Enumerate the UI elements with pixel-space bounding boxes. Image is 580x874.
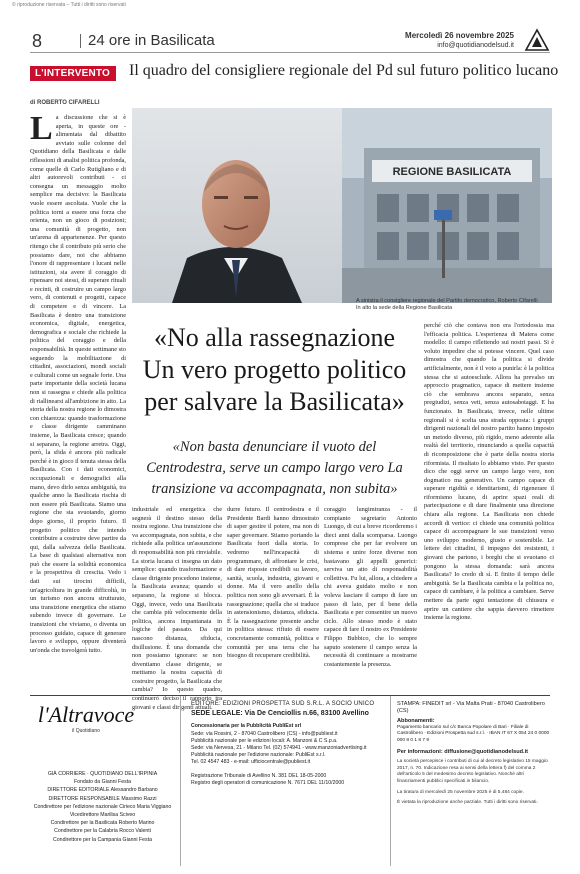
print-info — [390, 696, 550, 866]
article-subtitle: Il quadro del consigliere regionale del Pd sul futuro politico lucano — [129, 62, 559, 79]
staff-line: DIRETTORE RESPONSABILE Massimo Razzi — [48, 795, 157, 802]
kicker-label: L'INTERVENTO — [30, 66, 116, 81]
altravoce-name: l'Altravoce — [37, 702, 135, 727]
article-photo — [132, 108, 552, 303]
body-column-1 — [30, 110, 127, 689]
copyright-note: © riproduzione riservata – Tutti i diritti sono riservati — [12, 2, 126, 8]
byline: di ROBERTO CIFARELLI — [30, 100, 100, 106]
legal-note: La società percepisce i contributi di cui al decreto legislativo 15 maggio 2017, n. 70. Indicazione resa ai sensi della lettera f) del comma 2 dell'articolo 5 del medesimo decreto legislativo. Nonché altri finanziamenti pubblici specificati in bilancio. — [397, 759, 548, 784]
altravoce-logo — [30, 702, 142, 734]
body-column-3: durre futuro. Il centrodestra e il Presidente Bardi hanno dimostrato di saper gestire il potere, ma non di saper governare. Stiamo portando la Basilicata fuori dalla storia. Io vedremo nell'incapacità di programmare, di affrontare le crisi, di dare risposte credibili su lavoro, sanità, scuola, industria, giovani e donne. Ma il vero anello della politica non sono gli avversari. È la rassegnazione; quella che si traduce in astensionismo, distanza, sfiducia. È la rassegnazione presente anche in politica stessa: rifiuto di essere concretamente comunità, politica e comunità per una terra che ha bisogno di recuperare credibilità. — [227, 506, 319, 660]
advertising-title: Concessionaria per la Pubblicità PubliEst srl — [191, 723, 302, 730]
body-text-1: a discussione che si è aperta, in queste ore - alimentata dal dibattito avviato sulle colonne del Quotidiano della Basilicata e dalle riflessioni di analisi politica profonda, come quelle di Carlo Rutigliano e di altri autorevoli contributi - ci consegna un messaggio molto semplice ma decisivo: la Basilicata vuole essere ascoltata. Vuole che la politica torni a essere una forza che orienta, non un gioco di posizioni; una comunità di progetto, non un'arena di appartenenze. Per questo ritengo che il contributo più serio che possiamo dare, noi che abbiamo l'onore di rappresentare i lucani nelle istituzioni, sia avere il coraggio di ripensare noi stessi, di superare rituali e recinti, di costruire un campo largo vero, di contenuti e progetti, capace di competere e di vincere. La Basilicata è dentro una transizione economica, digitale, energetica, demografica e sociale che richiede la politica del coraggio e della responsabilità. In queste settimane sto seguendo la mobilitazione di cittadini, associazioni, mondi sociali e culturali come un segnale forte. Una parte importante della società lucana non si rassegna e chiede alla politica di riallinearsi all'ambizione in atto. La storia della nostra regione lo dimostra con chiarezza: quando trasformazione e classe dirigente camminano insieme, la Basilicata cresce; quando si separano, la regione arretra. Oggi, però, la sfida è ancora più radicale perché è in gioco il tenuta stessa della Basilicata. Con i dati economici, occupazionali e demografici alla mano, devo dirlo senza ambiguità, tra qualche anno la Basilicata rischia di non essere più Basilicata. Siamo una regione che sta svuotando, giorno dopo giorno, il proprio futuro. Il progetto politico che intendo contribuire a costruire deve partire da qui, dalla salvezza della Basilicata. La base di qualsiasi alternativa non può che essere la solidità economica e la prospettiva di crescita. Vedo i dati sui tirocini difficili, un'agricoltura in grande difficoltà, in un turismo non ancora strutturato, una transizione energetica che stiamo subendo invece di governare. Le transizioni che viviamo, o diventa un processo guidato, capace di generare lavoro e sviluppo, oppure diventerà un'onda che travolgerà tutto. — [30, 114, 127, 654]
photo-illustration — [132, 108, 552, 303]
staff-list — [30, 770, 175, 844]
staff-line: Condirettore per la Basilicata Roberto Marino — [50, 820, 155, 827]
registration-line: Registrazione Tribunale di Avellino N. 381 DEL 18-05-2000 — [191, 772, 327, 779]
registration-info — [191, 773, 385, 787]
advertising-line: Sede: via Nervesa, 21 - Milano Tel. (02) 574941 - www.manzoniadvertising.it — [191, 745, 367, 752]
advertising-line: Pubblicità nazionale per l'edizione nazionale: PubliEst s.r.l. — [191, 752, 326, 759]
advertising-line: Pubblicità nazionale per le edizioni locali: A. Manzoni & C S.p.a. — [191, 737, 338, 744]
section-title: 24 ore in Basilicata — [88, 32, 215, 49]
staff-line: Vicedirettore Marilisa Sciveo — [69, 812, 136, 819]
staff-line: Condirettore per l'edizione nazionale Cirieco Maria Viggiano — [33, 803, 172, 810]
printer: STAMPA: FINEDIT srl - Via Malta Prati - 87040 Castrolibero (CS) — [397, 701, 545, 714]
headline-line-2: Un vero progetto politico — [142, 355, 407, 384]
publisher: EDITORE: EDIZIONI PROSPETTA SUD S.R.L. A SOCIO UNICO — [191, 701, 375, 707]
rights-note: È vietata la riproduzione anche parziale. Tutti i diritti sono riservati. — [397, 800, 538, 806]
newspaper-logo-icon — [524, 28, 550, 52]
header-date-block — [405, 31, 514, 50]
header-email: info@quotidianodelsud.it — [437, 42, 514, 49]
advertising-line: Sede: via Rossini, 2 - 87040 Castrolibero (CS) - info@publiest.it — [191, 730, 338, 737]
altravoce-founder: Fondato da Gianni Festa — [73, 779, 132, 786]
altravoce-tagline: GIÀ CORRIERE · QUOTIDIANO DELL'IRPINIA — [47, 771, 158, 777]
drop-cap: L — [30, 110, 53, 147]
staff-line: Condirettore per la Calabria Rocco Valenti — [54, 828, 151, 835]
page-header — [30, 30, 550, 53]
advertising-line: Tel. 02 4547 483 - e-mail: ufficiocentrale@publiest.it — [191, 759, 311, 766]
headline-line-3: per salvare la Basilicata» — [144, 387, 405, 416]
issue-date: Mercoledì 26 novembre 2025 — [405, 31, 514, 40]
staff-line: DIRETTORE EDITORIALE Alessandro Barbano — [47, 787, 158, 794]
subscriptions-details: Pagamento bancario sul c/c Banca Popolare di Bari · Filiale di Castrolibero · Edizioni Prospetta sud s.r.l. · IBAN IT 67 X 054 24 0 0000 000 8 0 1 8 7 9 — [397, 724, 550, 743]
headline — [132, 322, 417, 418]
pull-quote: «Non basta denunciare il vuoto del Centrodestra, serve un campo largo vero La transizione va accompagnata, non subita» — [146, 439, 403, 497]
registration-line: Registro degli operatori di comunicazione N. 7671 DEL 11/10/2000 — [191, 779, 345, 786]
page-number: 8 — [32, 31, 43, 51]
advertising-info — [191, 723, 385, 766]
legal-seat: SEDE LEGALE: Via De Cenciollis n.66, 83100 Avellino — [191, 710, 369, 718]
headline-line-1: «No alla rassegnazione — [153, 323, 396, 352]
print-run: La tiratura di mercoledì 25 novembre 2025 è di 5.484 copie. — [397, 789, 524, 795]
building-sign: REGIONE BASILICATA — [392, 166, 512, 178]
publisher-info — [180, 696, 385, 866]
masthead-footer — [30, 695, 550, 866]
body-column-4: coraggio lungimiranza - il compianto segretario Antonio Luongo, di cui a breve ricorderemo i dieci anni dalla scomparsa. Luongo comprese che per far evolvere un sistema e unire forze diverse non bastavano gli appelli generici: serviva un atto di responsabilità collettiva. Fu lui, allora, a chiedere a chi aveva guidato molto e non voleva lasciare il campo di fare un passo di lato, per il bene della Basilicata e per consentire un nuovo ciclo. Allo stesso modo è stato capace di fare il nostro ex Presidente Filippo Bubbico, che lo sempre saputo sostenere il campo senza la necessità di continuare a mostrarne costantemente la presenza. — [324, 506, 417, 668]
info-email: Per informazioni: diffusione@quotidianodelsud.it — [397, 748, 528, 755]
altravoce-subtitle: il Quotidiano — [72, 728, 100, 734]
staff-line: Condirettore per la Campania Gianni Festa — [53, 836, 152, 843]
subscriptions-title: Abbonamenti: — [397, 718, 435, 725]
header-divider — [80, 34, 81, 48]
body-column-5: perché ciò che contava non era l'ortodossia ma l'efficacia politica. L'esperienza di Matera come modello: il campo riflettendo sui nostri passi. Si è voluto impedire che si potesse vincere. Quel caso dimostra che quando la politica si divide artificialmente, non è il voto a punirla: è la politica stessa che si autoesclude. Allora ha prevalso un approccio pragmatico, capace di mettere insieme ciò che sembrava ancora separato, senza pregiudizi, senza veti, senza autosabotaggi. E ha funzionato. In Basilicata, invece, nelle ultime regionali si è scelta una strada opposta: i gruppi dirigenti nazionali del nostro partito hanno imposto un metodo diverso, più rigido, meno aderente alla realtà del territorio, rinunciando a quella capacità di ricomposizione che è parte della nostra storia riformista. Il risultato lo abbiamo visto. Per questo dico che oggi serve un campo largo vero, non dogmatico ma generativo. Un campo capace di superare rigidità e identitarismi, di rigenerare il riformismo lucano, di aprire spazi reali di partecipazione e di dare finalmente una direzione chiara alla regione. La Basilicata non chiede accordi di vertice: ci chiede una comunità politica capace di accompagnare le sue transizioni verso uno sviluppo moderno, giusto e sostenibile. Le lettere dei cittadini, il impegno dei resistenti, i giovani che partono, i borghi che si svuotano ci pongono la stessa domanda: sarà ancora Basilicata? Io credo di sì. E finito il tempo delle ambiguità. Se la Basilicata cambia e la politica no, capace di cambiare, è la politica a cambiare. Serve mettere da parte ogni tentazione di chiusura e aprire un cantiere che sappia davvero rimettere insieme la regione. — [424, 322, 554, 622]
body-column-2: industriale ed energetica che segnerà il destino stesso della nostra regione. Una transizione che va accompagnata, non subita, e che richiede alla politica un'assunzione di responsabilità non più rinviabile. La storia lucana ci insegna un dato semplice: quando trasformazione e classe dirigente procedono insieme, la Basilicata avanza; quando si separano, la regione si blocca. Oggi, invece, vedo una Basilicata che cambia più velocemente della politica, ancora impantanata in logiche del passato. Da qui nascono distanza, sfiducia, disillusione. È una domanda che non possiamo ignorare: se non diventiamo classe dirigente, se mettiamo la nostra capacità di costruire progetto, la Basilicata che cambia? Io questo quadro, continuerò deciso il rapporto tra giovani e classi dirigenti attuali. — [132, 506, 222, 711]
photo-caption: A sinistra il consigliere regionale del Partito democratico, Roberto Cifarelli In alto la sede della Regione Basilicata — [356, 298, 538, 311]
